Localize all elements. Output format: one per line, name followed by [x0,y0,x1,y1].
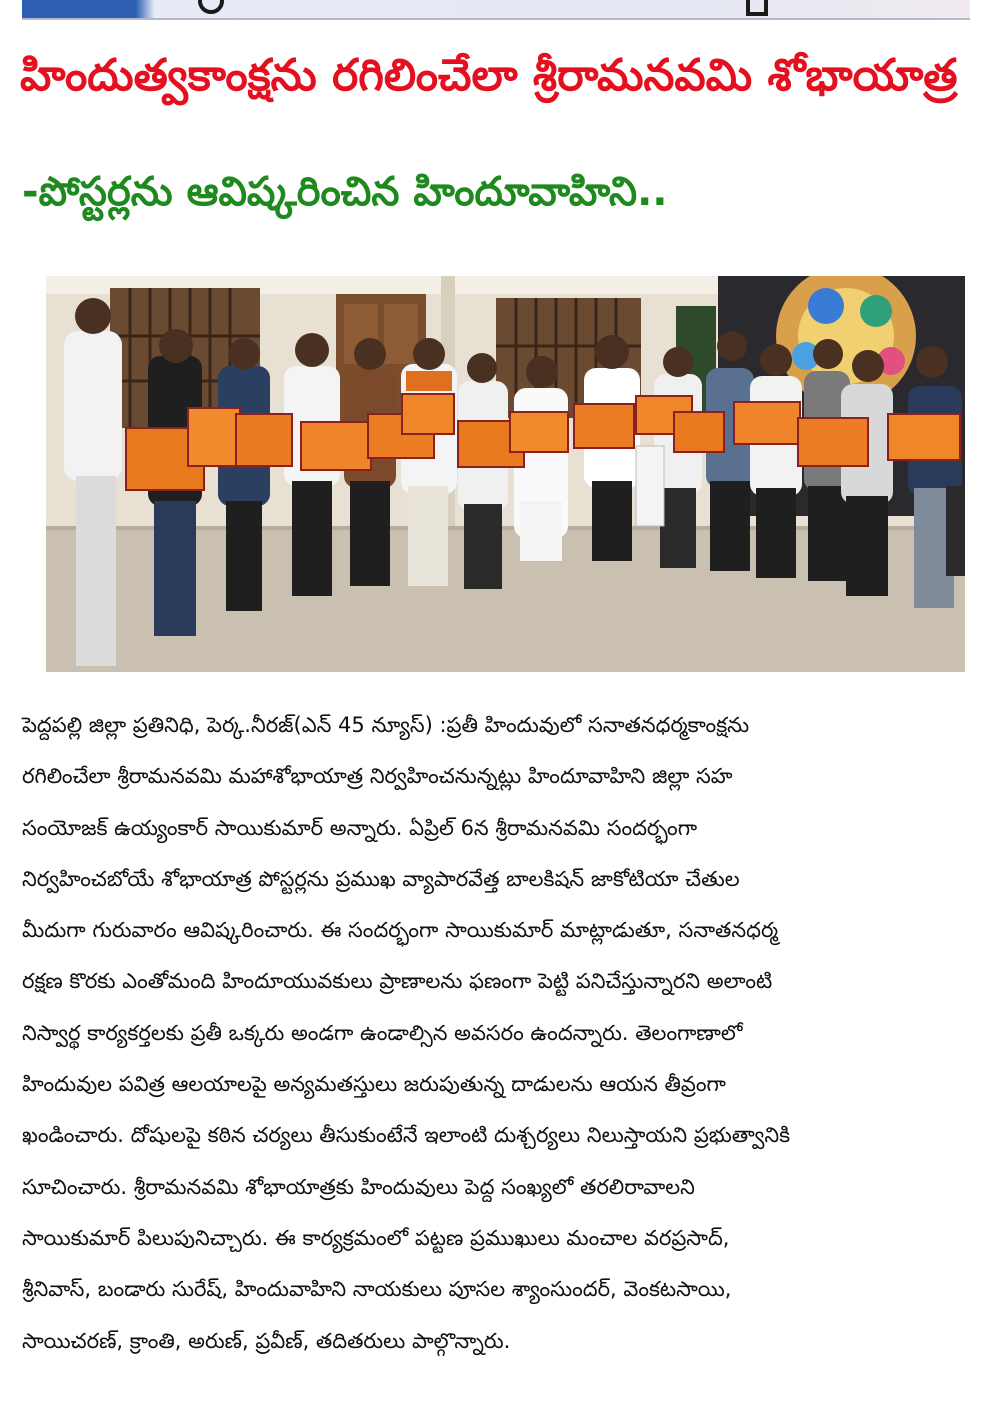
body-line: సూచించారు. శ్రీరామనవమి శోభాయాత్రకు హిందువులు పెద్ద సంఖ్యలో తరలిరావాలని [22,1174,695,1199]
article-body [22,700,952,1367]
body-line: సంయోజక్ ఉయ్యంకార్ సాయికుమార్ అన్నారు. ఏప్రిల్ 6న శ్రీరామనవమి సందర్భంగా [22,815,698,840]
body-line: సాయిచరణ్, క్రాంతి, అరుణ్, ప్రవీణ్, తదితరులు పాల్గొన్నారు. [22,1328,511,1353]
body-line: నిర్వహించబోయే శోభాయాత్ర పోస్టర్లను ప్రముఖ వ్యాపారవేత్త బాలకిషన్ జాకోటియా చేతుల [22,866,740,891]
article-headline: హిందుత్వకాంక్షను రగిలించేలా శ్రీరామనవమి శోభాయాత్ర [20,50,958,101]
body-line: సాయికుమార్ పిలుపునిచ్చారు. ఈ కార్యక్రమంలో పట్టణ ప్రముఖులు మంచాల వరప్రసాద్, [22,1225,730,1250]
body-line: నిస్వార్థ కార్యకర్తలకు ప్రతీ ఒక్కరు అండగా ఉండాల్సిన అవసరం ఉందన్నారు. తెలంగాణాలో [22,1020,743,1045]
body-line: మీదుగా గురువారం ఆవిష్కరించారు. ఈ సందర్భంగా సాయికుమార్ మాట్లాడుతూ, సనాతనధర్మ [22,918,779,943]
body-line: శ్రీనివాస్, బండారు సురేష్, హిందువాహిని నాయకులు పూసల శ్యాంసుందర్, వెంకటసాయి, [22,1277,732,1302]
article-subheadline: -పోస్టర్లను ఆవిష్కరించిన హిందూవాహిని.. [22,169,668,215]
news-photo [46,276,965,672]
masthead-banner [22,0,970,20]
body-line: పెద్దపల్లి జిల్లా ప్రతినిధి, పెర్క.నీరజ్(ఎన్ 45 న్యూస్) :ప్రతీ హిందువులో సనాతనధర్మకాంక్షను [22,713,750,737]
body-line: ఖండించారు. దోషులపై కఠిన చర్యలు తీసుకుంటేనే ఇలాంటి దుశ్చర్యలు నిలుస్తాయని ప్రభుత్వానికి [22,1123,791,1148]
body-line: రగిలించేలా శ్రీరామనవమి మహాశోభాయాత్ర నిర్వహించనున్నట్లు హిందూవాహిని జిల్లా సహ [22,764,733,789]
body-line: రక్షణ కొరకు ఎంతోమంది హిందూయువకులు ప్రాణాలను ఫణంగా పెట్టి పనిచేస్తున్నారని అలాంటి [22,969,773,994]
group-poster-photo [46,276,965,672]
circle-logo-icon [198,0,224,14]
body-line: హిందువుల పవిత్ర ఆలయాలపై అన్యమతస్తులు జరుపుతున్న దాడులను ఆయన తీవ్రంగా [22,1072,726,1097]
bracket-logo-icon [746,0,768,16]
